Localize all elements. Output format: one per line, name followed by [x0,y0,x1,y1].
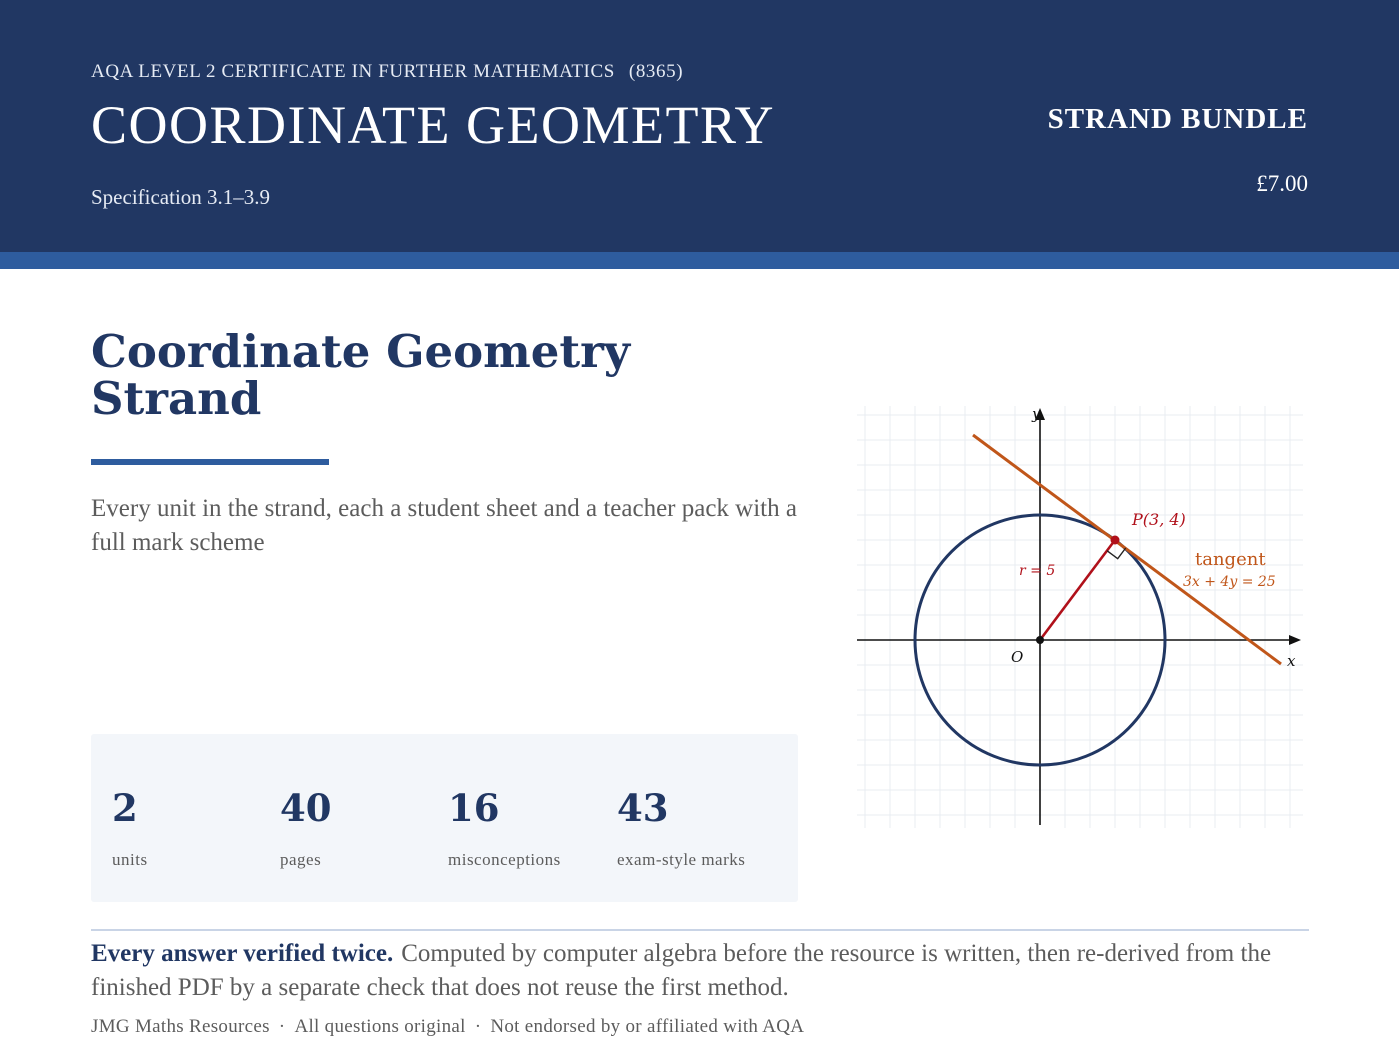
strand-description: Every unit in the strand, each a student sheet and a teacher pack with a full mark scheme [91,495,797,556]
accent-strip [0,252,1399,269]
verification-text: Computed by computer algebra before the resource is written, then re-derived from the finished PDF by a separate check that does not reuse the first method. [91,940,1272,1001]
footer-separator: · [474,1016,482,1037]
stat-value: 40 [280,786,332,830]
stats-panel [91,734,798,902]
stat-value: 2 [112,786,138,830]
x-axis-label: x [1287,652,1296,670]
section-divider [91,929,1309,931]
strand-title: Coordinate Geometry Strand [91,325,631,425]
stat-units [112,786,148,870]
qualification-name: AQA LEVEL 2 CERTIFICATE IN FURTHER MATHEMATICS [91,61,615,82]
footer-separator: · [278,1016,286,1037]
stat-marks [617,786,746,870]
footer-disclaimer: Not endorsed by or affiliated with AQA [490,1016,805,1037]
verification-lead: Every answer verified twice. [91,940,394,967]
footer [91,1016,804,1038]
tangent-label: tangent [1195,549,1266,570]
stat-label: pages [280,850,322,869]
stat-misconceptions [448,786,561,870]
y-axis-label: y [1032,405,1041,423]
x-axis-arrow [1289,635,1301,645]
specification-range: Specification 3.1–3.9 [91,185,271,209]
radius-label: r = 5 [1019,563,1056,579]
origin-label: O [1011,648,1024,666]
circle-tangent-diagram [851,400,1311,830]
right-angle-marker [1107,548,1126,559]
stat-value: 43 [617,786,669,830]
stat-value: 16 [448,786,500,830]
grid-lines [857,406,1303,828]
title-underline [91,459,329,465]
stat-label: misconceptions [448,850,561,869]
point-label: P(3, 4) [1132,510,1186,529]
footer-publisher: JMG Maths Resources [91,1016,270,1037]
header-banner [0,0,1399,252]
tangent-equation: 3x + 4y = 25 [1183,574,1276,590]
origin-point [1036,636,1044,644]
point-p [1111,536,1120,545]
qualification-line [91,61,683,83]
qualification-code: (8365) [628,61,684,82]
footer-originality: All questions original [294,1016,466,1037]
verification-note [91,937,1316,1005]
price-label: £7.00 [1256,171,1308,196]
bundle-label: STRAND BUNDLE [1047,103,1308,135]
stat-label: exam-style marks [617,850,746,869]
page-title: COORDINATE GEOMETRY [91,95,775,155]
stat-pages [280,786,332,870]
stat-label: units [112,850,148,869]
